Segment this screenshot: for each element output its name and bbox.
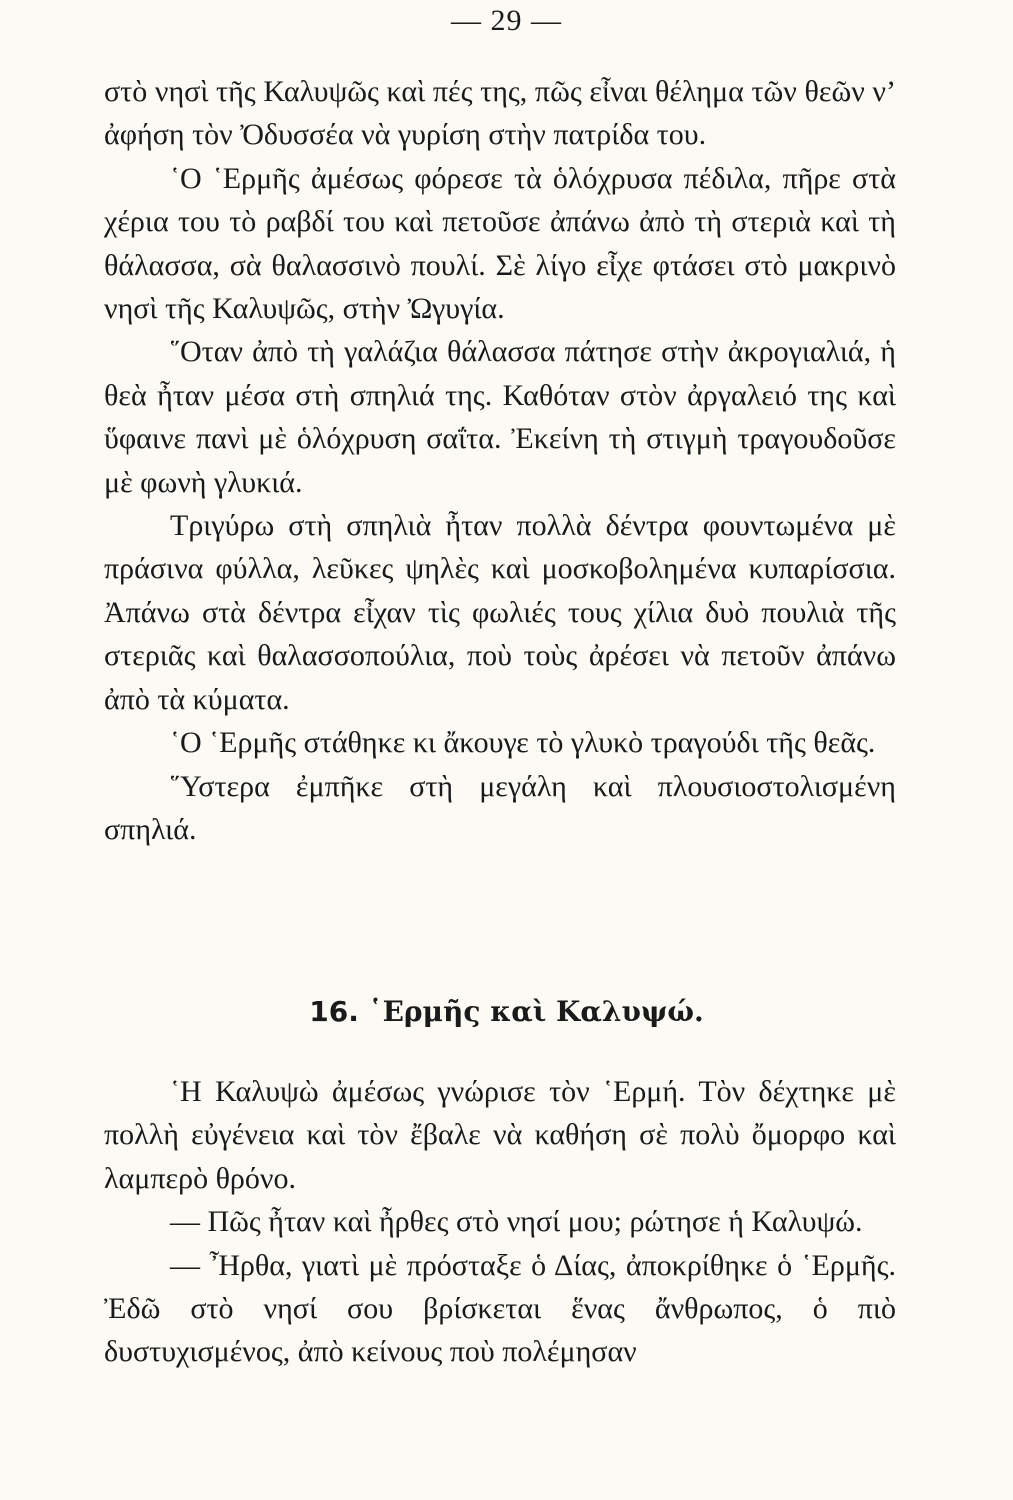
paragraph: στὸ νησὶ τῆς Καλυψῶς καὶ πές της, πῶς εἶναι θέλημα τῶν θεῶν ν’ ἀφήση τὸν Ὀδυσσέα νὰ γυρίση στὴν πατρίδα του. <box>104 75 896 152</box>
section-number: 16. <box>309 995 359 1028</box>
paragraph: Τριγύρω στὴ σπηλιὰ ἦταν πολλὰ δέντρα φουντωμένα μὲ πράσινα φύλλα, λεῦκες ψηλὲς καὶ μοσκοβολημένα κυπαρίσσια. Ἀπάνω στὰ δέντρα εἶχαν τὶς φωλιές τους χίλια δυὸ πουλιὰ τῆς στεριᾶς καὶ θαλασσοπούλια, ποὺ τοὺς ἀρέσει νὰ πετοῦν ἀπάνω ἀπὸ τὰ κύματα. <box>104 509 896 716</box>
paragraph: ῾Ο ῾Ερμῆς ἀμέσως φόρεσε τὰ ὁλόχρυσα πέδιλα, πῆρε στὰ χέρια του τὸ ραβδί του καὶ πετοῦσε ἀπάνω ἀπὸ τὴ στεριὰ καὶ τὴ θάλασσα, σὰ θαλασσινὸ πουλί. Σὲ λίγο εἶχε φτάσει στὸ μακρινὸ νησὶ τῆς Καλυψῶς, στὴν Ὠγυγία. <box>104 161 896 326</box>
paragraph: ῞Οταν ἀπὸ τὴ γαλάζια θάλασσα πάτησε στὴν ἀκρογιαλιά, ἡ θεὰ ἦταν μέσα στὴ σπηλιά της. Καθόταν στὸν ἀργαλειό της καὶ ὕφαινε πανὶ μὲ ὁλόχρυση σαΐτα. Ἐκείνη τὴ στιγμὴ τραγουδοῦσε μὲ φωνὴ γλυκιά. <box>104 335 896 499</box>
paragraph: ῞Υστερα ἐμπῆκε στὴ μεγάλη καὶ πλουσιοστολισμένη σπηλιά. <box>104 769 896 846</box>
section-heading <box>0 995 1013 1028</box>
paragraph: ῾Ο ῾Ερμῆς στάθηκε κι ἄκουγε τὸ γλυκὸ τραγούδι τῆς θεᾶς. <box>170 726 876 760</box>
section-title: ῾Ερμῆς καὶ Καλυψώ. <box>368 995 704 1028</box>
paragraph: — Πῶς ἦταν καὶ ἦρθες στὸ νησί μου; ρώτησε ἡ Καλυψώ. <box>170 1205 863 1239</box>
paragraph: ῾Η Καλυψὼ ἀμέσως γνώρισε τὸν ῾Ερμή. Τὸν δέχτηκε μὲ πολλὴ εὐγένεια καὶ τὸν ἔβαλε νὰ καθήση σὲ πολὺ ὄμορφο καὶ λαμπερὸ θρόνο. <box>104 1075 896 1195</box>
body-text <box>104 70 896 851</box>
paragraph: — Ἦρθα, γιατὶ μὲ πρόσταξε ὁ Δίας, ἀποκρίθηκε ὁ ῾Ερμῆς. Ἐδῶ στὸ νησί σου βρίσκεται ἕνας ἄνθρωπος, ὁ πιὸ δυστυχισμένος, ἀπὸ κείνους ποὺ πολέμησαν <box>104 1248 896 1369</box>
page-number: — 29 — <box>451 4 562 37</box>
section-text <box>104 1070 896 1374</box>
